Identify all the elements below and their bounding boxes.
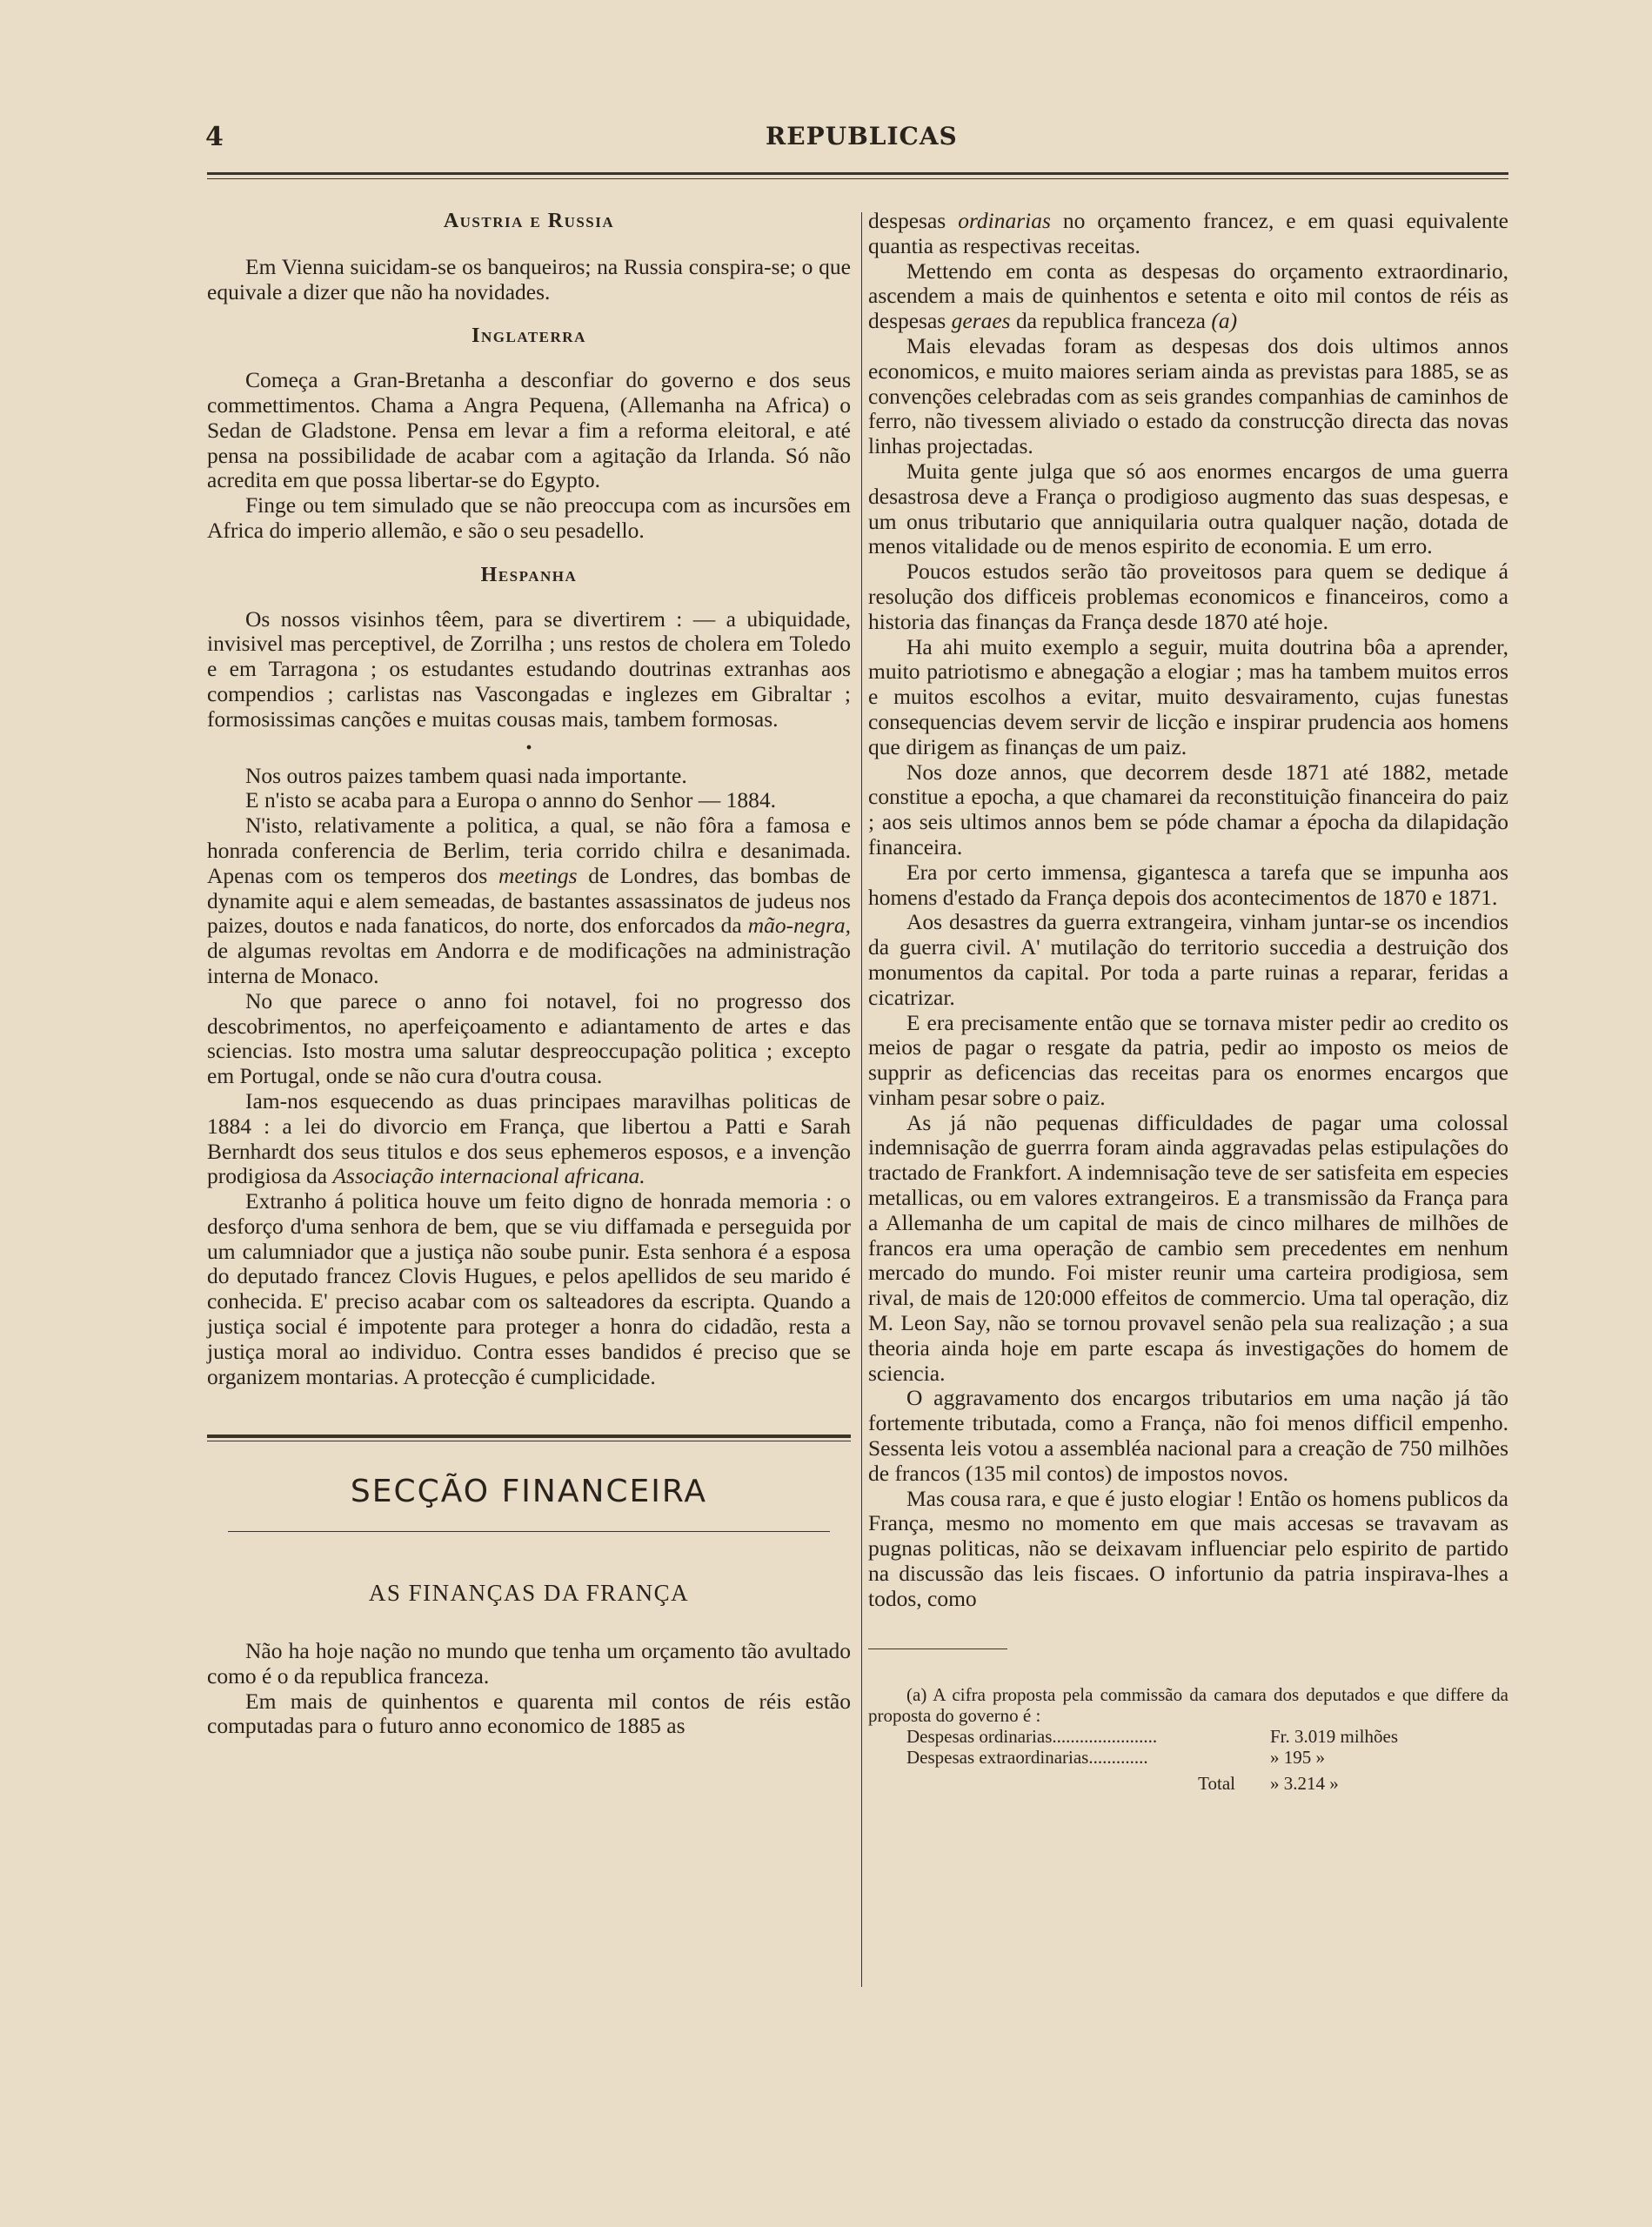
paragraph: As já não pequenas difficuldades de pagar uma colossal indemnisação de guerrra foram ainda aggravadas pelas estipulações do tractado de Frankfort. A indemnisação teve de ser satisfeita em especies metallicas, ou em valores extrangeiros. E a transmissão da França para a Allemanha de um capital de mais de cinco milhares de milhões de francos era uma operação de cambio sem precedentes em nenhum mercado do mundo. Foi mister reunir uma carteira prodigiosa, sem rival, de mais de 120:000 effeitos de commercio. Uma tal operação, diz M. Leon Say, não se tornou provavel senão pela sua realização ; a sua theoria ainda hoje em parte escapa ás investigações do homem de sciencia.: [868, 1109, 1508, 1386]
paragraph: [868, 209, 1508, 259]
footnote-ref: (a): [1211, 308, 1238, 334]
paragraph: E era precisamente então que se tornava mister pedir ao credito os meios de pagar o resgate da patria, pedir ao imposto os meios de supprir as deficencias das receitas para os enormes encargos que vinham pesar sobre o paiz.: [868, 1009, 1508, 1110]
paragraph: Mais elevadas foram as despesas dos dois ultimos annos economicos, e muito maiores seriam ainda as previstas para 1885, se as convenções celebradas com as seis grandes companhias de caminhos de ferro, não tivessem aliviado o estado da construcção directa das novas linhas projectadas.: [868, 332, 1508, 459]
paragraph: Nos doze annos, que decorrem desde 1871 até 1882, metade constitue a epocha, a que chamarei da reconstituição financeira do paiz ; aos seis ultimos annos bem se póde chamar a épocha da dilapidação financeira.: [868, 759, 1508, 859]
footnote-total: [868, 1773, 1508, 1794]
header-rule: [207, 172, 1508, 175]
text-run: N'isto, relativamente a politica, a qual, se não fôra a famosa e honrada conferencia de Berlim, teria corrido chilra e desanimada. Apenas com os temperos dos: [207, 813, 851, 888]
text-run: de Londres, das bombas de dynamite aqui e alem semeadas, de bastantes assassinatos de judeus nos paizes, doutos e nada fanaticos, do norte, dos enforcados da: [207, 862, 851, 939]
footnote-total-label: Total: [1198, 1772, 1235, 1794]
paragraph: [868, 259, 1508, 334]
paragraph: Finge ou tem simulado que se não preoccupa com as incursões em Africa do imperio allemão, e são o seu pesadello.: [207, 492, 851, 543]
separator-dot: •: [525, 738, 532, 758]
section-title-hespanha: Hespanha: [480, 563, 578, 586]
paragraph: Extranho á politica houve um feito digno de honrada memoria : o desforço d'uma senhora de bem, que se viu diffamada e perseguida por um calumniador que a justiça não soube punir. Esta senhora é a esposa do deputado francez Clovis Hugues, e pelos apellidos de seu marido é conhecida. E' preciso acabar com os salteadores da escripta. Quando a justiça social é impotente para proteger a honra do cidadão, resta a justiça moral ao individuo. Contra esses bandidos é preciso que se organizem montarias. A protecção é cumplicidade.: [207, 1188, 851, 1389]
italic-run: meetings: [498, 862, 578, 888]
right-column: [868, 209, 1508, 1794]
paragraph: Ha ahi muito exemplo a seguir, muita doutrina bôa a aprender, muito patriotismo e abnegação a elogiar ; mas ha tambem muitos erros e muitos escolhos a evitar, muito desvairamento, cujas funestas consequencias devem servir de licção e inspirar prudencia aos homens que dirigem as finanças de um paiz.: [868, 633, 1508, 759]
footnote-row: [868, 1747, 1508, 1768]
left-column: [207, 209, 851, 1739]
paragraph: Não ha hoje nação no mundo que tenha um orçamento tão avultado como é o da republica franceza.: [207, 1637, 851, 1689]
paragraph: O aggravamento dos encargos tributarios em uma nação já tão fortemente tributada, como a França, não foi menos difficil empenho. Sessenta leis votou a assembléa nacional para a creação de 750 milhões de francos (135 mil contos) de impostos novos.: [868, 1385, 1508, 1486]
paragraph: Em Vienna suicidam-se os banqueiros; na Russia conspira-se; o que equivale a dizer que não ha novidades.: [207, 253, 851, 304]
italic-run: Associação internacional africana.: [332, 1163, 645, 1189]
section-title-inglaterra: Inglaterra: [472, 324, 586, 348]
paragraph: Era por certo immensa, gigantesca a tarefa que se impunha aos homens d'estado da França depois dos acontecimentos de 1870 e 1871.: [868, 859, 1508, 910]
text-run: Iam-nos esquecendo as duas principaes maravilhas politicas de 1884 : a lei do divorcio em França, que libertou a Patti e Sarah Bernhardt dos seus titulos e dos seus ephemeros esposos, e a invenção prodigiosa da: [207, 1087, 851, 1189]
footnote-row: [868, 1726, 1508, 1747]
text-run: despesas: [868, 208, 959, 233]
page-number: 4: [205, 122, 224, 152]
italic-run: geraes: [951, 308, 1011, 334]
text-run: de algumas revoltas em Andorra e de modificações na administração interna de Monaco.: [207, 938, 851, 988]
paragraph: Em mais de quinhentos e quarenta mil contos de réis estão computadas para o futuro anno economico de 1885 as: [207, 1688, 851, 1739]
paragraph: Nos outros paizes tambem quasi nada importante.: [245, 762, 687, 788]
column-divider: [861, 212, 862, 1987]
italic-run: mão-negra,: [747, 913, 851, 939]
text-run: Mettendo em conta as despesas do orçamento extraordinario, ascendem a mais de quinhentos e setenta e oito mil contos de réis as despesas: [868, 257, 1508, 334]
paragraph: Poucos estudos serão tão proveitosos para quem se dedique á resolução dos difficeis problemas economicos e financeiros, como a historia das finanças da França desde 1870 até hoje.: [868, 558, 1508, 634]
paragraph: Os nossos visinhos têem, para se divertirem : — a ubiquidade, invisivel mas perceptivel, de Zorrilha ; uns restos de cholera em Toledo e em Tarragona ; os estudantes estudando doutrinas extranhas aos compendios ; carlistas nas Vascongadas e inglezes em Gibraltar ; formosissimas canções e muitas cousas mais, tambem formosas.: [207, 605, 851, 732]
section-rule-bottom: [228, 1531, 830, 1532]
text-run: da republica franceza: [1010, 308, 1212, 334]
footnote-row-label: Despesas ordinarias.......................: [906, 1725, 1158, 1747]
footnote-text: (a) A cifra proposta pela commissão da camara dos deputados e que differe da proposta do governo é :: [868, 1683, 1508, 1726]
paragraph: No que parece o anno foi notavel, foi no progresso dos descobrimentos, no aperfeiçoamento e adiantamento de artes e das sciencias. Isto mostra uma salutar despreoccupação politica ; excepto em Portugal, onde se não cura d'outra cousa.: [207, 987, 851, 1089]
paragraph: Muita gente julga que só aos enormes encargos de uma guerra desastrosa deve a França o prodigioso augmento das suas despesas, e um onus tributario que anniquilaria outra qualquer nação, dotada de menos vitalidade ou de menos espirito de economia. E um erro.: [868, 458, 1508, 559]
running-title: REPUBLICAS: [766, 122, 958, 150]
paragraph: [207, 813, 851, 989]
financial-section-heading: SECÇÃO FINANCEIRA: [350, 1474, 708, 1510]
footnote-row-label: Despesas extraordinarias.............: [906, 1746, 1148, 1768]
section-rule: [207, 1435, 851, 1438]
paragraph: Aos desastres da guerra extrangeira, vinham juntar-se os incendios da guerra civil. A' mutilação do territorio succedia a destruição dos monumentos da capital. Por toda a parte ruinas a reparar, feridas a cicatrizar.: [868, 909, 1508, 1010]
article-title: AS FINANÇAS DA FRANÇA: [368, 1580, 690, 1607]
footnote-row-value: » 195 »: [1270, 1746, 1325, 1768]
paragraph: Começa a Gran-Bretanha a desconfiar do governo e dos seus commettimentos. Chama a Angra Pequena, (Allemanha na Africa) o Sedan de Gladstone. Pensa em levar a fim a reforma eleitoral, e até pensa na possibilidade de acabar com a agitação da Irlanda. Só não acredita em que possa libertar-se do Egypto.: [207, 367, 851, 493]
paragraph: [207, 1089, 851, 1189]
paragraph: E n'isto se acaba para a Europa o annno do Senhor — 1884.: [245, 787, 777, 813]
footnote-total-value: » 3.214 »: [1270, 1772, 1339, 1794]
section-title-austria: Austria e Russia: [443, 210, 615, 232]
paragraph: Mas cousa rara, e que é justo elogiar ! Então os homens publicos da França, mesmo no momento em que mais accesas se travavam as pugnas politicas, não se deixavam influenciar pelo espirito de partido na discussão das leis fiscaes. O infortunio da patria inspirava-lhes a todos, como: [868, 1485, 1508, 1611]
footnote: [868, 1684, 1508, 1794]
text-run: no orçamento francez, e em quasi equivalente quantia as respectivas receitas.: [868, 208, 1508, 258]
header-rule-thin: [207, 178, 1508, 179]
italic-run: ordinarias: [958, 208, 1051, 233]
footnote-row-value: Fr. 3.019 milhões: [1270, 1725, 1399, 1747]
